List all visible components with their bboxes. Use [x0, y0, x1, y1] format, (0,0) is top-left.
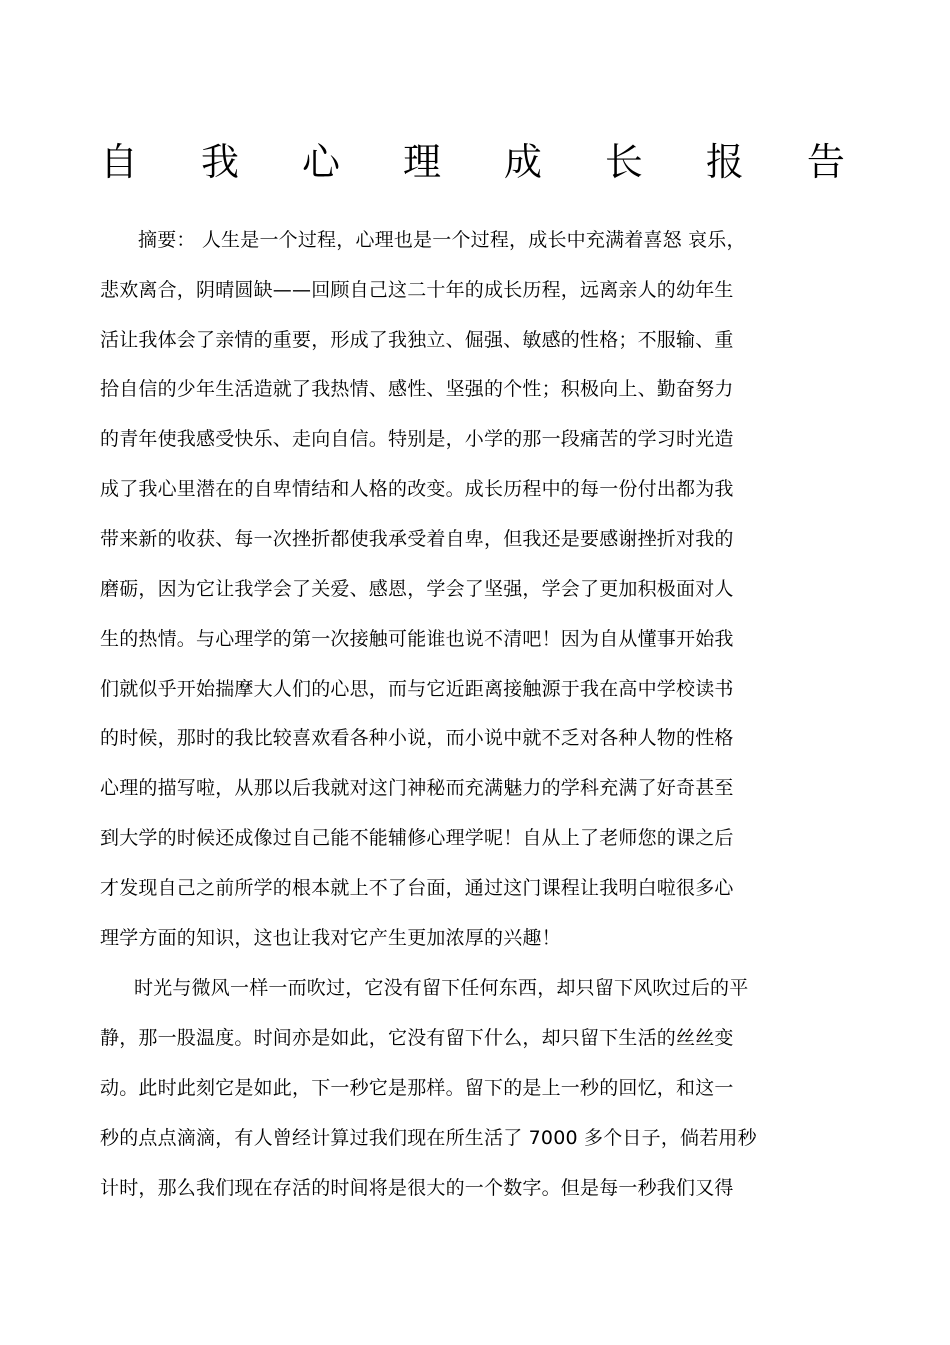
title-char: 长 [604, 140, 643, 184]
abstract-line: 活让我体会了亲情的重要，形成了我独立、倔强、敏感的性格；不服输、重 [100, 329, 734, 351]
abstract-line: 带来新的收获、每一次挫折都使我承受着自卑，但我还是要感谢挫折对我的 [100, 528, 734, 550]
document-title [100, 138, 845, 186]
abstract-line: 们就似乎开始揣摩大人们的心思，而与它近距离接触源于我在高中学校读书 [100, 678, 734, 700]
abstract-line: 到大学的时候还成像过自己能不能辅修心理学呢！自从上了老师您的课之后 [100, 827, 734, 849]
title-char: 报 [705, 140, 744, 184]
abstract-line: 才发现自己之前所学的根本就上不了台面，通过这门课程让我明白啦很多心 [100, 877, 734, 899]
abstract-line: 磨砺，因为它让我学会了关爱、感恩，学会了坚强，学会了更加积极面对人 [100, 578, 734, 600]
title-char: 自 [100, 140, 139, 184]
body-line: 动。此时此刻它是如此，下一秒它是那样。留下的是上一秒的回忆，和这一 [100, 1077, 734, 1099]
title-char: 理 [402, 140, 441, 184]
abstract-line: 拾自信的少年生活造就了我热情、感性、坚强的个性；积极向上、勤奋努力 [100, 378, 734, 400]
abstract-line: 理学方面的知识，这也让我对它产生更加浓厚的兴趣！ [100, 927, 561, 949]
abstract-line: 成了我心里潜在的自卑情结和人格的改变。成长历程中的每一份付出都为我 [100, 478, 734, 500]
abstract-line: 的青年使我感受快乐、走向自信。特别是，小学的那一段痛苦的学习时光造 [100, 428, 734, 450]
body-line: 时光与微风一样一而吹过，它没有留下任何东西，却只留下风吹过后的平 [134, 977, 749, 999]
body-line: 计时，那么我们现在存活的时间将是很大的一个数字。但是每一秒我们又得 [100, 1177, 734, 1199]
abstract-line: 心理的描写啦，从那以后我就对这门神秘而充满魅力的学科充满了好奇甚至 [100, 777, 734, 799]
abstract-line: 摘要： 人生是一个过程，心理也是一个过程，成长中充满着喜怒 哀乐， [138, 229, 746, 251]
abstract-line: 的时候，那时的我比较喜欢看各种小说，而小说中就不乏对各种人物的性格 [100, 727, 734, 749]
body-line: 秒的点点滴滴，有人曾经计算过我们现在所生活了 7000 多个日子，倘若用秒 [100, 1127, 757, 1149]
body-line: 静，那一股温度。时间亦是如此，它没有留下什么，却只留下生活的丝丝变 [100, 1027, 734, 1049]
title-char: 我 [200, 140, 239, 184]
abstract-line: 悲欢离合，阴晴圆缺——回顾自己这二十年的成长历程，远离亲人的幼年生 [100, 279, 734, 301]
abstract-line: 生的热情。与心理学的第一次接触可能谁也说不清吧！因为自从懂事开始我 [100, 628, 734, 650]
title-char: 成 [503, 140, 542, 184]
title-char: 告 [806, 140, 845, 184]
title-char: 心 [301, 140, 340, 184]
